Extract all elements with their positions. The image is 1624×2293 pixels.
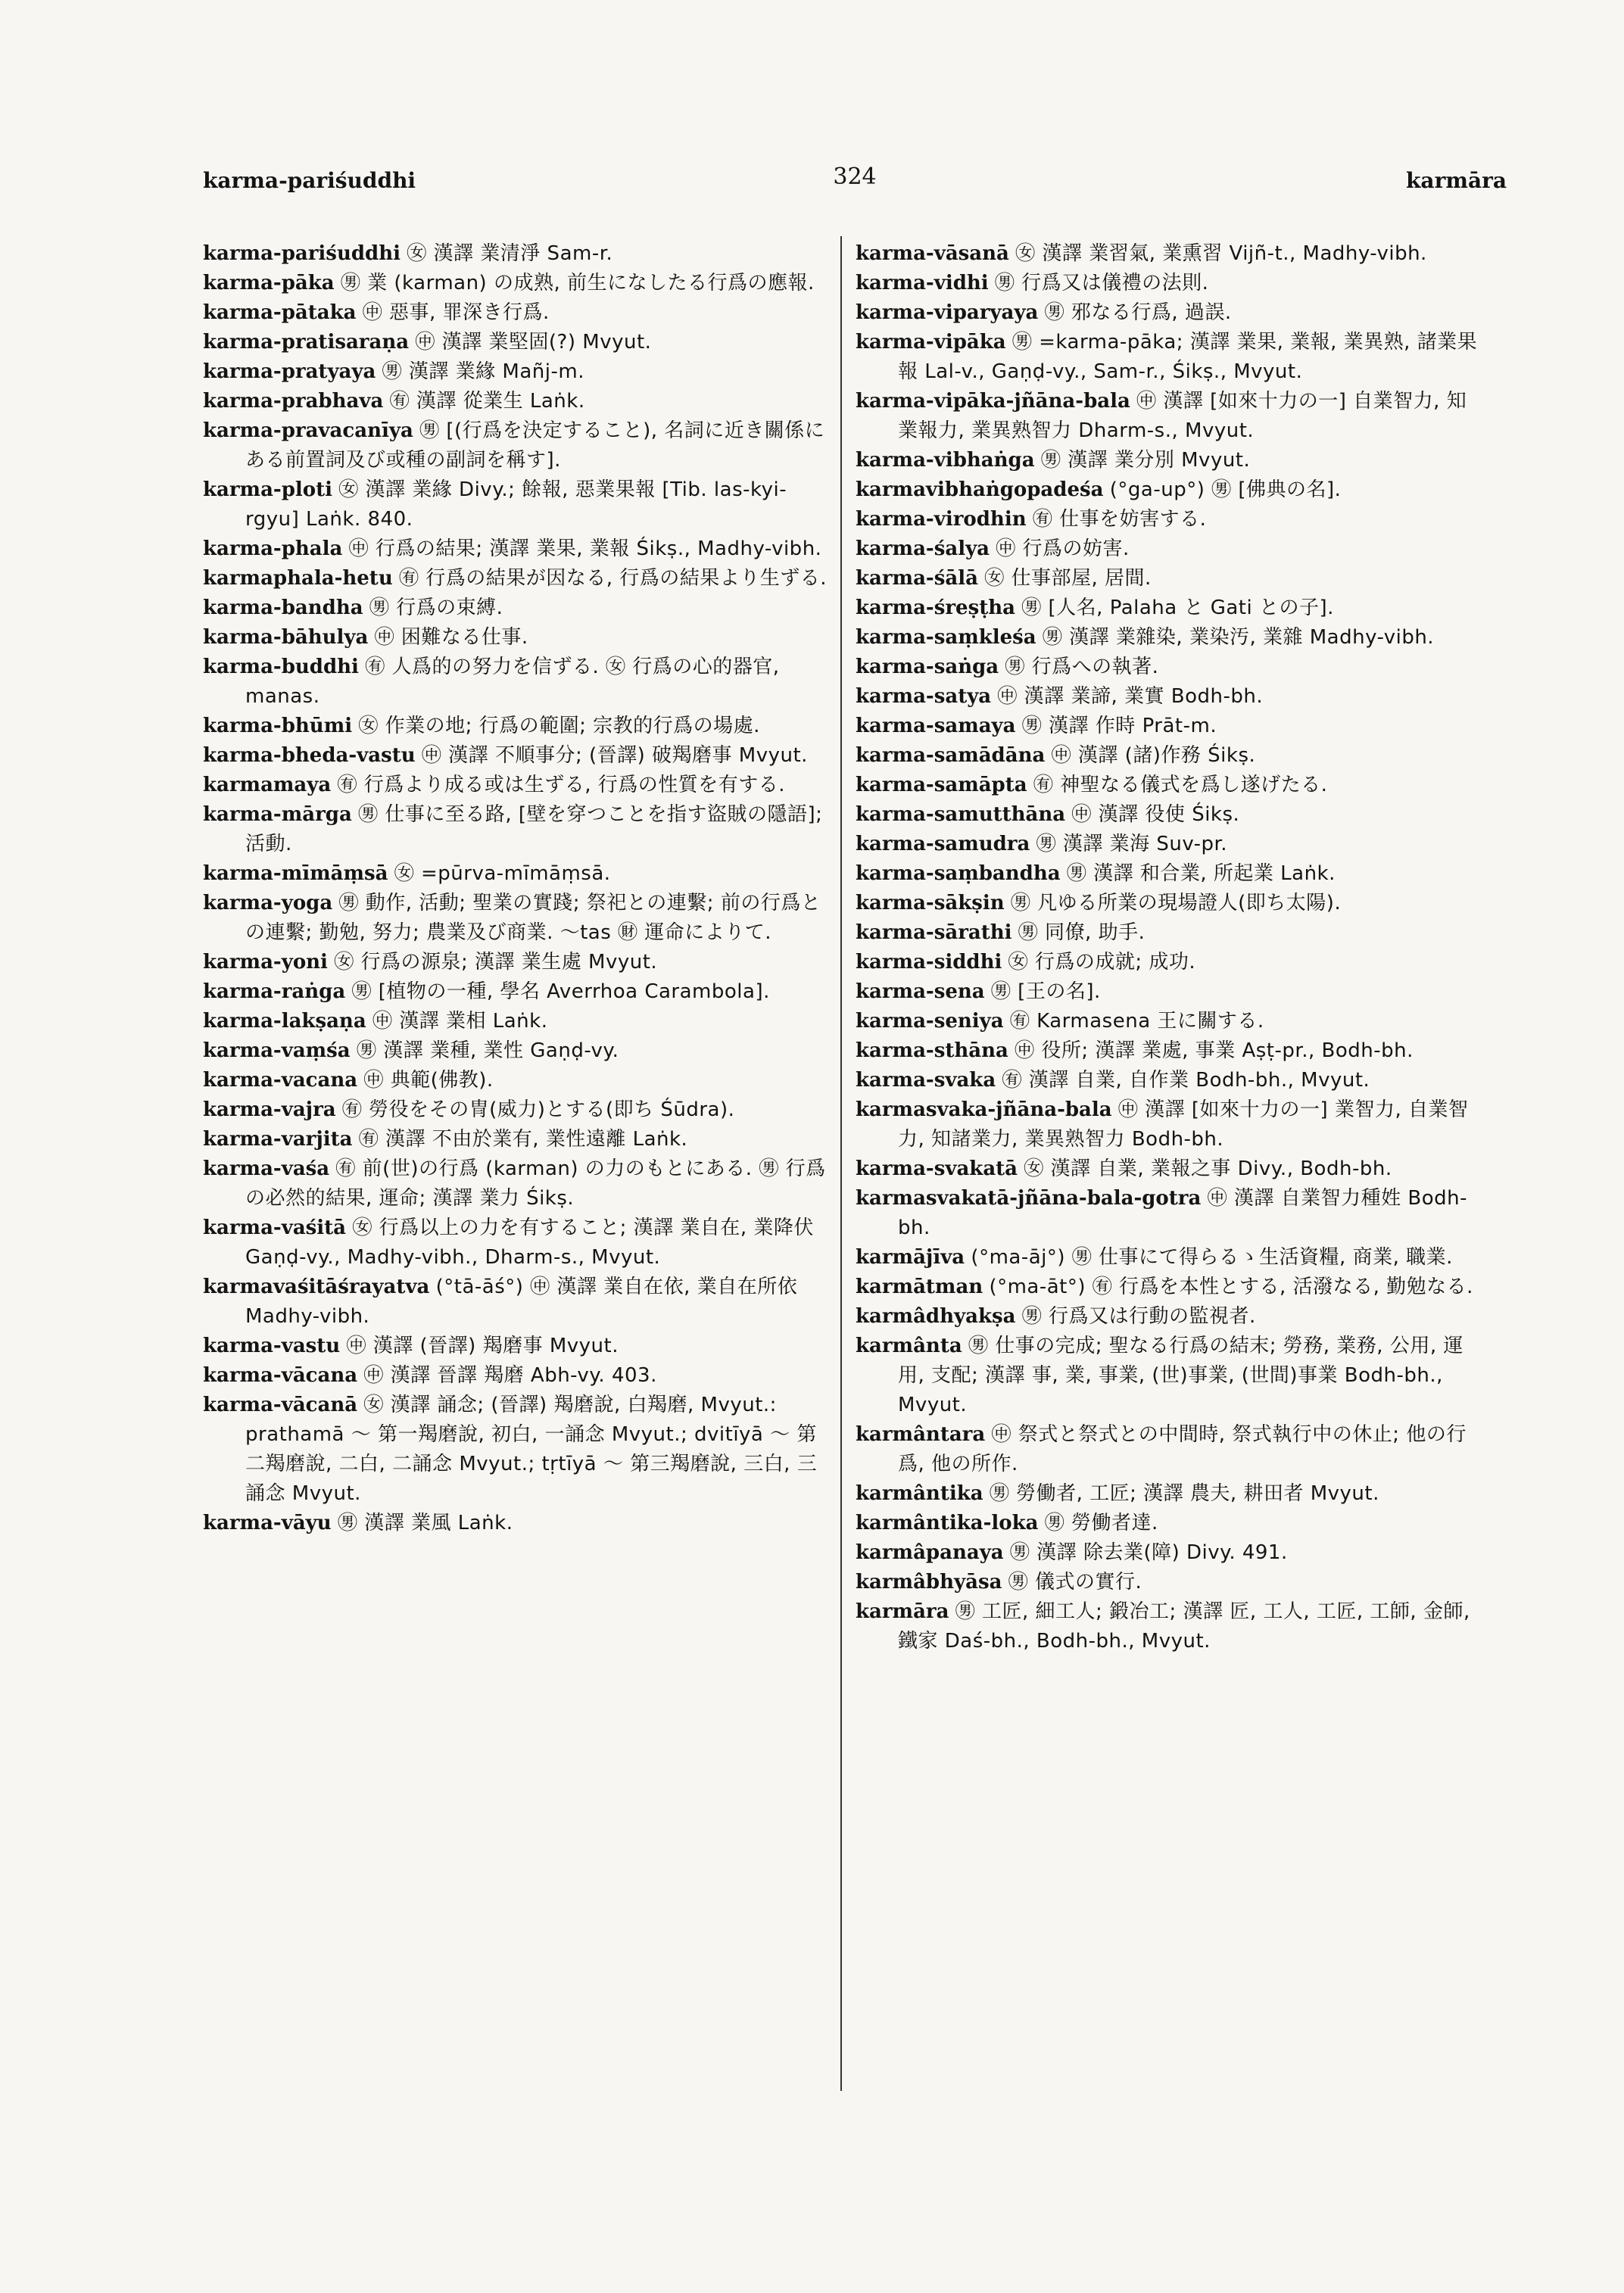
dictionary-entry (203, 1213, 831, 1273)
dictionary-entry (203, 889, 831, 948)
entry-headword: karma-vastu (203, 1335, 341, 1357)
entry-definition: ㊛ 行爲の成就; 成功. (1008, 951, 1196, 974)
entry-definition: ㊥ 漢譯 晉譯 羯磨 Abh-vy. 403. (363, 1364, 657, 1387)
dictionary-entry (203, 564, 831, 594)
entry-definition: ㊒ 漢譯 不由於業有, 業性遠離 Laṅk. (358, 1128, 688, 1151)
dictionary-entry (856, 948, 1484, 977)
entry-headword: karma-yoga (203, 892, 333, 914)
dictionary-entry (203, 298, 831, 328)
entry-definition: ㊛ 仕事部屋, 居間. (984, 567, 1152, 590)
entry-definition: ㊥ 漢譯 業相 Laṅk. (372, 1010, 548, 1033)
dictionary-entry (203, 977, 831, 1007)
entry-headword: karma-sthāna (856, 1039, 1008, 1062)
dictionary-entry (856, 741, 1484, 771)
entry-definition: ㊚ 仕事に至る路, [壁を穿つことを指す盜賊の隱語]; 活動. (245, 803, 823, 855)
entry-definition: ㊒ 行爲の結果が因なる, 行爲の結果より生ずる. (399, 567, 828, 590)
entry-headword: karma-saṃkleśa (856, 626, 1036, 649)
entry-headword: karma-vāsanā (856, 242, 1009, 265)
dictionary-entry (856, 298, 1484, 328)
dictionary-entry (203, 1095, 831, 1125)
entry-headword: karma-varjita (203, 1128, 353, 1151)
entry-headword: karma-pariśuddhi (203, 242, 401, 265)
dictionary-entry (856, 1479, 1484, 1509)
entry-definition: (°tā-āś°) ㊥ 漢譯 業自在依, 業自在所依 Madhy-vibh. (245, 1276, 798, 1328)
left-column (203, 239, 831, 1538)
dictionary-entry (856, 239, 1484, 269)
entry-headword: karma-pāka (203, 272, 335, 294)
entry-headword: karma-phala (203, 537, 343, 560)
entry-headword: karmamaya (203, 774, 332, 796)
entry-definition: ㊛ 作業の地; 行爲の範圍; 宗教的行爲の場處. (358, 715, 760, 737)
entry-definition: ㊒ 漢譯 自業, 自作業 Bodh-bh., Mvyut. (1002, 1069, 1370, 1092)
dictionary-entry (203, 1154, 831, 1213)
entry-definition: ㊚ 漢譯 作時 Prāt-m. (1021, 715, 1217, 737)
dictionary-entry (203, 1273, 831, 1332)
dictionary-entry (203, 475, 831, 534)
dictionary-entry (203, 948, 831, 977)
entry-definition: ㊥ 漢譯 [如來十力の一] 業智力, 自業智力, 知諸業力, 業異熟智力 Bodh-bh. (898, 1098, 1469, 1151)
dictionary-entry (856, 771, 1484, 800)
entry-definition: ㊚ 邪なる行爲, 過誤. (1044, 301, 1232, 324)
dictionary-entry (856, 1066, 1484, 1095)
entry-definition: ㊛ 漢譯 業習氣, 業熏習 Vijñ-t., Madhy-vibh. (1015, 242, 1427, 265)
dictionary-entry (203, 1361, 831, 1391)
dictionary-entry (856, 1597, 1484, 1656)
entry-headword: karma-bheda-vastu (203, 744, 416, 767)
entry-headword: karma-bandha (203, 597, 363, 619)
dictionary-entry (856, 1036, 1484, 1066)
entry-definition: (°ga-up°) ㊚ [佛典の名]. (1109, 478, 1342, 501)
entry-definition: ㊚ 行爲又は行動の監視者. (1021, 1305, 1256, 1328)
entry-headword: karmaphala-hetu (203, 567, 393, 590)
entry-headword: karmâpanaya (856, 1541, 1004, 1564)
dictionary-entry (856, 1243, 1484, 1273)
dictionary-entry (856, 269, 1484, 298)
entry-headword: karma-vācana (203, 1364, 358, 1387)
dictionary-entry (856, 712, 1484, 741)
entry-headword: karma-pravacanīya (203, 419, 413, 442)
entry-headword: karma-svaka (856, 1069, 996, 1092)
dictionary-entry (203, 594, 831, 623)
entry-headword: karma-raṅga (203, 980, 346, 1003)
dictionary-entry (856, 534, 1484, 564)
entry-definition: ㊚ [人名, Palaha と Gati との子]. (1021, 597, 1334, 619)
entry-headword: karma-mārga (203, 803, 352, 826)
dictionary-entry (203, 712, 831, 741)
dictionary-entry (203, 1391, 831, 1509)
entry-definition: ㊛ 行爲の源泉; 漢譯 業生處 Mvyut. (334, 951, 658, 974)
entry-headword: karmāra (856, 1600, 949, 1623)
entry-definition: ㊒ 前(世)の行爲 (karman) の力のもとにある. ㊚ 行爲の必然的結果, 運命; 漢譯 業力 Śikṣ. (245, 1157, 826, 1210)
dictionary-entry (203, 771, 831, 800)
dictionary-entry (203, 800, 831, 859)
entry-definition: ㊚ 漢譯 業緣 Mañj-m. (382, 360, 584, 383)
entry-headword: karma-sārathi (856, 921, 1012, 944)
entry-definition: ㊛ =pūrva-mīmāṃsā. (394, 862, 611, 885)
dictionary-entry (203, 1125, 831, 1154)
entry-headword: karma-śālā (856, 567, 978, 590)
page-number: 324 (833, 164, 877, 190)
entry-headword: karma-vācanā (203, 1394, 358, 1416)
entry-headword: karma-śalya (856, 537, 990, 560)
dictionary-entry (203, 416, 831, 475)
entry-headword: karma-lakṣaṇa (203, 1010, 366, 1033)
entry-definition: ㊚ 漢譯 業種, 業性 Gaṇḍ-vy. (356, 1039, 619, 1062)
running-head-right: karmāra (1406, 168, 1507, 193)
entry-headword: karma-vipāka (856, 331, 1006, 354)
entry-definition: ㊚ 漢譯 業分別 Mvyut. (1040, 449, 1251, 472)
dictionary-entry (856, 1509, 1484, 1538)
entry-definition: ㊚ 同僚, 助手. (1018, 921, 1146, 944)
dictionary-entry (203, 534, 831, 564)
entry-definition: ㊒ 仕事を妨害する. (1032, 508, 1207, 531)
dictionary-entry (856, 653, 1484, 682)
entry-headword: karma-yoni (203, 951, 328, 974)
entry-definition: ㊚ 儀式の實行. (1008, 1571, 1142, 1594)
entry-headword: karmasvaka-jñāna-bala (856, 1098, 1112, 1121)
entry-headword: karma-vajra (203, 1098, 336, 1121)
entry-headword: karma-samutthāna (856, 803, 1066, 826)
entry-headword: karma-svakatā (856, 1157, 1018, 1180)
dictionary-entry (856, 1420, 1484, 1479)
entry-headword: karma-bhūmi (203, 715, 353, 737)
entry-definition: ㊥ 行爲の妨害. (996, 537, 1130, 560)
entry-definition: ㊚ 業 (karman) の成熟, 前生になしたる行爲の應報. (340, 272, 815, 294)
dictionary-entry (856, 977, 1484, 1007)
dictionary-entry (856, 1184, 1484, 1243)
entry-headword: karma-mīmāṃsā (203, 862, 388, 885)
entry-headword: karma-pratisaraṇa (203, 331, 410, 354)
entry-definition: ㊚ 勞働者達. (1044, 1512, 1158, 1534)
page-header (203, 164, 1507, 206)
right-column (856, 239, 1484, 1656)
entry-headword: karma-siddhi (856, 951, 1002, 974)
dictionary-entry (856, 564, 1484, 594)
dictionary-entry (203, 1066, 831, 1095)
entry-headword: karma-prabhava (203, 390, 384, 413)
entry-definition: ㊒ 神聖なる儀式を爲し遂げたる. (1033, 774, 1328, 796)
entry-definition: ㊥ 漢譯 役使 Śikṣ. (1071, 803, 1240, 826)
dictionary-entry (856, 623, 1484, 653)
entry-definition: ㊚ 漢譯 業風 Laṅk. (337, 1512, 513, 1534)
dictionary-entry (856, 594, 1484, 623)
entry-headword: karma-pratyaya (203, 360, 376, 383)
entry-definition: ㊥ 漢譯 不順事分; (晉譯) 破羯磨事 Mvyut. (421, 744, 808, 767)
entry-headword: karma-satya (856, 685, 992, 708)
entry-definition: ㊥ 行爲の結果; 漢譯 業果, 業報 Śikṣ., Madhy-vibh. (348, 537, 822, 560)
dictionary-entry (856, 1154, 1484, 1184)
entry-definition: ㊚ 漢譯 業雜染, 業染汚, 業雜 Madhy-vibh. (1042, 626, 1435, 649)
entry-headword: karma-pātaka (203, 301, 357, 324)
dictionary-entry (856, 859, 1484, 889)
dictionary-entry (203, 387, 831, 416)
entry-headword: karma-samudra (856, 833, 1030, 855)
entry-headword: karma-sena (856, 980, 985, 1003)
entry-headword: karma-samādāna (856, 744, 1046, 767)
entry-headword: karma-vaṃśa (203, 1039, 351, 1062)
entry-headword: karma-vipāka-jñāna-bala (856, 390, 1130, 413)
entry-definition: ㊚ 行爲又は儀禮の法則. (994, 272, 1209, 294)
entry-definition: ㊛ 漢譯 自業, 業報之事 Divy., Bodh-bh. (1024, 1157, 1392, 1180)
entry-headword: karma-vidhi (856, 272, 989, 294)
entry-definition: ㊚ [(行爲を決定すること), 名詞に近き關係にある前置詞及び或種の副詞を稱す]. (245, 419, 825, 472)
entry-definition: ㊥ 役所; 漢譯 業處, 事業 Aṣṭ-pr., Bodh-bh. (1015, 1039, 1414, 1062)
entry-headword: karmântika-loka (856, 1512, 1039, 1534)
entry-headword: karmântika (856, 1482, 983, 1505)
entry-definition: ㊥ 困難なる仕事. (374, 626, 528, 649)
entry-definition: ㊥ 惡事, 罪深き行爲. (362, 301, 550, 324)
entry-headword: karmavibhaṅgopadeśa (856, 478, 1104, 501)
entry-headword: karma-vibhaṅga (856, 449, 1035, 472)
entry-definition: ㊒ 人爲的の努力を信ずる. ㊛ 行爲の心的器官, manas. (245, 656, 780, 708)
entry-headword: karma-vacana (203, 1069, 358, 1092)
entry-definition: ㊚ 行爲への執著. (1005, 656, 1159, 678)
dictionary-entry (856, 830, 1484, 859)
dictionary-entry (203, 1036, 831, 1066)
entry-headword: karma-saṃbandha (856, 862, 1061, 885)
entry-headword: karma-bāhulya (203, 626, 369, 649)
dictionary-entry (856, 1302, 1484, 1332)
entry-definition: ㊚ 漢譯 和合業, 所起業 Laṅk. (1066, 862, 1336, 885)
entry-headword: karma-samaya (856, 715, 1016, 737)
entry-headword: karma-vaśitā (203, 1217, 347, 1239)
entry-definition: ㊥ 祭式と祭式との中間時, 祭式執行中の休止; 他の行爲, 他の所作. (898, 1423, 1467, 1475)
entry-definition: ㊚ 行爲の束縛. (369, 597, 503, 619)
entry-definition: ㊛ 行爲以上の力を有すること; 漢譯 業自在, 業降伏 Gaṇḍ-vy., Madhy-vibh., Dharm-s., Mvyut. (245, 1217, 814, 1269)
entry-headword: karma-samāpta (856, 774, 1027, 796)
dictionary-entry (856, 889, 1484, 918)
entry-definition: ㊚ 勞働者, 工匠; 漢譯 農夫, 耕田者 Mvyut. (989, 1482, 1379, 1505)
entry-definition: ㊥ 漢譯 (晉譯) 羯磨事 Mvyut. (346, 1335, 619, 1357)
entry-headword: karmavaśitāśrayatva (203, 1276, 430, 1298)
entry-headword: karma-śreṣṭha (856, 597, 1015, 619)
entry-definition: ㊚ 漢譯 除去業(障) Divy. 491. (1009, 1541, 1288, 1564)
entry-headword: karma-seniya (856, 1010, 1004, 1033)
dictionary-entry (856, 800, 1484, 830)
dictionary-entry (856, 1568, 1484, 1597)
entry-definition: ㊥ 漢譯 業堅固(?) Mvyut. (415, 331, 652, 354)
entry-definition: ㊒ Karmasena 王に關する. (1009, 1010, 1264, 1033)
dictionary-entry (203, 239, 831, 269)
entry-definition: ㊒ 勞役をその冑(威力)とする(即ち Śūdra). (341, 1098, 735, 1121)
dictionary-entry (856, 1273, 1484, 1302)
entry-headword: karma-ploti (203, 478, 332, 501)
dictionary-entry (856, 1007, 1484, 1036)
entry-headword: karma-vāyu (203, 1512, 332, 1534)
entry-definition: ㊥ 漢譯 自業智力種姓 Bodh-bh. (898, 1187, 1468, 1239)
entry-definition: ㊚ 凡ゆる所業の現場證人(即ち太陽). (1010, 892, 1342, 914)
entry-headword: karma-sākṣin (856, 892, 1005, 914)
entry-headword: karma-virodhin (856, 508, 1027, 531)
entry-headword: karmântara (856, 1423, 986, 1446)
entry-definition: ㊛ 漢譯 誦念; (晉譯) 羯磨說, 白羯磨, Mvyut.: prathamā 〜 第一羯磨說, 初白, 一誦念 Mvyut.; dvitīyā 〜 第二羯磨說, 二白, 二誦念 Mvyut.; tṛtīyā 〜 第三羯磨說, 三白, 三誦念 Mvyut. (245, 1394, 818, 1505)
running-head-left: karma-pariśuddhi (203, 168, 416, 193)
dictionary-entry (203, 357, 831, 387)
entry-headword: karma-vaśa (203, 1157, 330, 1180)
dictionary-entry (856, 1332, 1484, 1420)
entry-headword: karma-buddhi (203, 656, 359, 678)
dictionary-entry (856, 682, 1484, 712)
dictionary-entry (203, 328, 831, 357)
entry-definition: ㊥ 漢譯 [如來十力の一] 自業智力, 知業報力, 業異熟智力 Dharm-s., Mvyut. (898, 390, 1467, 442)
entry-definition: ㊚ [植物の一種, 學名 Averrhoa Carambola]. (351, 980, 770, 1003)
entry-definition: ㊚ 漢譯 業海 Suv-pr. (1036, 833, 1228, 855)
dictionary-entry (203, 741, 831, 771)
entry-definition: ㊥ 典範(佛教). (363, 1069, 494, 1092)
dictionary-entry (856, 475, 1484, 505)
entry-definition: ㊚ =karma-pāka; 漢譯 業果, 業報, 業異熟, 諸業果報 Lal-v., Gaṇḍ-vy., Sam-r., Śikṣ., Mvyut. (898, 331, 1478, 383)
entry-headword: karmājīva (856, 1246, 965, 1269)
dictionary-entry (856, 446, 1484, 475)
dictionary-entry (203, 623, 831, 653)
dictionary-entry (856, 918, 1484, 948)
entry-definition: ㊒ 行爲より成る或は生ずる, 行爲の性質を有する. (337, 774, 786, 796)
entry-headword: karmasvakatā-jñāna-bala-gotra (856, 1187, 1202, 1210)
entry-definition: ㊒ 漢譯 從業生 Laṅk. (389, 390, 585, 413)
entry-definition: ㊚ 工匠, 細工人; 鍛冶工; 漢譯 匠, 工人, 工匠, 工師, 金師, 鐵家 Daś-bh., Bodh-bh., Mvyut. (898, 1600, 1470, 1653)
dictionary-entry (856, 328, 1484, 387)
entry-definition: ㊚ 動作, 活動; 聖業の實踐; 祭祀との連繫; 前の行爲との連繫; 勤勉, 努力; 農業及び商業. 〜tas ㊖ 運命によりて. (245, 892, 821, 944)
entry-definition: (°ma-āt°) ㊒ 行爲を本性とする, 活潑なる, 勤勉なる. (989, 1276, 1473, 1298)
dictionary-entry (203, 1332, 831, 1361)
entry-headword: karmâdhyakṣa (856, 1305, 1016, 1328)
dictionary-entry (856, 505, 1484, 534)
entry-definition: ㊚ 仕事の完成; 聖なる行爲の結末; 勞務, 業務, 公用, 運用, 支配; 漢譯 事, 業, 事業, (世)事業, (世間)事業 Bodh-bh., Mvyut. (898, 1335, 1463, 1416)
dictionary-entry (856, 387, 1484, 446)
dictionary-entry (203, 1007, 831, 1036)
entry-definition: ㊚ [王の名]. (990, 980, 1101, 1003)
entry-definition: ㊛ 漢譯 業緣 Divy.; 餘報, 惡業果報 [Tib. las-kyi-rgyu] Laṅk. 840. (245, 478, 787, 531)
dictionary-entry (856, 1095, 1484, 1154)
entry-headword: karma-saṅga (856, 656, 999, 678)
dictionary-entry (203, 1509, 831, 1538)
entry-headword: karma-viparyaya (856, 301, 1039, 324)
entry-headword: karmātman (856, 1276, 983, 1298)
dictionary-entry (856, 1538, 1484, 1568)
dictionary-entry (203, 269, 831, 298)
entry-headword: karmâbhyāsa (856, 1571, 1002, 1594)
entry-headword: karmânta (856, 1335, 962, 1357)
entry-definition: ㊥ 漢譯 (諸)作務 Śikṣ. (1051, 744, 1256, 767)
entry-definition: ㊥ 漢譯 業諦, 業實 Bodh-bh. (997, 685, 1264, 708)
entry-definition: ㊛ 漢譯 業清淨 Sam-r. (407, 242, 613, 265)
dictionary-entry (203, 859, 831, 889)
dictionary-entry (203, 653, 831, 712)
column-divider (840, 236, 842, 2091)
entry-definition: (°ma-āj°) ㊚ 仕事にて得らるゝ生活資糧, 商業, 職業. (971, 1246, 1453, 1269)
